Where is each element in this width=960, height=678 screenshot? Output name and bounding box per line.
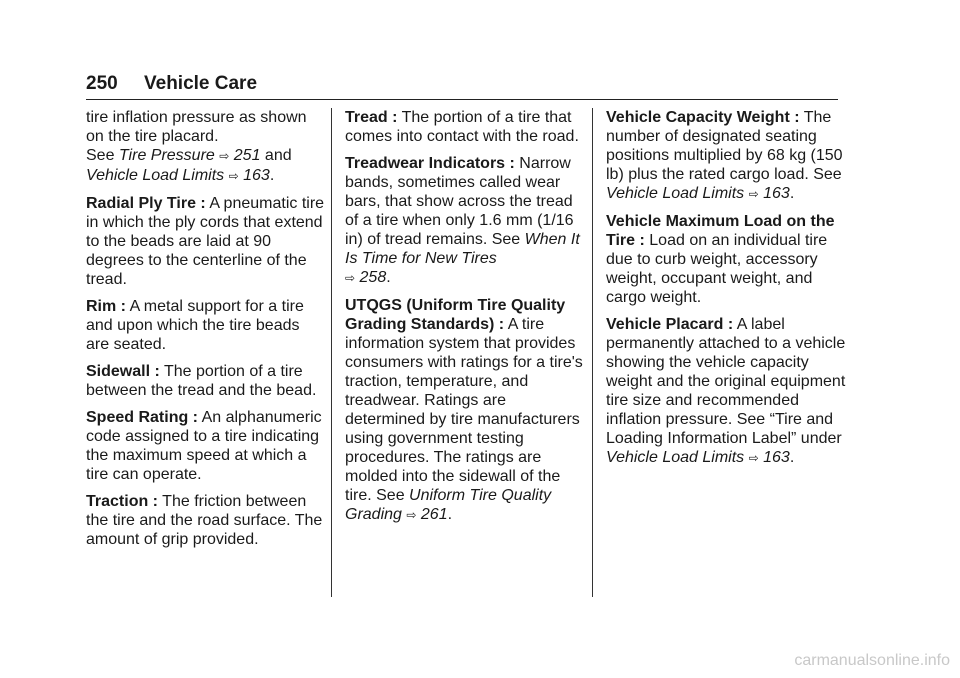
paragraph-text: .: [789, 185, 795, 202]
column-divider-2: [592, 108, 593, 597]
paragraph-text: .: [386, 269, 391, 286]
term: Vehicle Maximum Load on the Tire :: [606, 213, 835, 249]
link-tire-pressure[interactable]: Tire Pressure: [118, 147, 215, 164]
term: Radial Ply Tire :: [86, 195, 206, 212]
column-1: [86, 108, 326, 557]
definition-vehicle-placard: [606, 315, 846, 468]
page-ref-163[interactable]: 163: [763, 185, 790, 202]
definition-sidewall: [86, 362, 326, 400]
paragraph-text: .: [447, 506, 453, 523]
column-3: [606, 108, 846, 476]
paragraph-inflation: [86, 108, 326, 186]
column-2: [345, 108, 585, 533]
definition: Narrow bands, sometimes called wear bars, that show across the tread of a tire when only 1.6 mm (1/16 in) of tread remains. See: [345, 155, 574, 248]
page-ref-arrow-icon: ⇨: [219, 149, 230, 163]
column-divider-1: [331, 108, 332, 597]
page-ref-261[interactable]: 261: [420, 506, 448, 523]
page-ref-163[interactable]: 163: [243, 167, 270, 184]
definition-radial-ply-tire: [86, 194, 326, 289]
term: UTQGS (Uniform Tire Quality Grading Standards) :: [345, 297, 566, 333]
paragraph-text: .: [789, 449, 795, 466]
term: Tread :: [345, 109, 398, 126]
definition: A tire information system that provides consumers with ratings for a tire's traction, temperature, and treadwear. Ratings are determined by tire manufacturers using government testing procedures. The ratings are molded into the sidewall of the tire. See: [345, 316, 583, 504]
definition: The portion of a tire between the tread and the bead.: [86, 363, 317, 399]
term: Vehicle Placard :: [606, 316, 734, 333]
page-ref-251[interactable]: 251: [233, 147, 261, 164]
definition: A pneumatic tire in which the ply cords that extend to the beads are laid at 90 degrees to the centerline of the tread.: [86, 195, 325, 288]
term: Vehicle Capacity Weight :: [606, 109, 800, 126]
page-ref-arrow-icon: ⇨: [406, 508, 417, 522]
section-title: Vehicle Care: [144, 73, 258, 94]
definition: Load on an individual tire due to curb weight, accessory weight, occupant weight, and cargo weight.: [606, 232, 828, 306]
term: Treadwear Indicators :: [345, 155, 515, 172]
paragraph-text: .: [269, 167, 275, 184]
link-when-new-tires[interactable]: When It Is Time for New Tires: [345, 231, 580, 267]
definition-vehicle-capacity-weight: [606, 108, 846, 204]
page-ref-arrow-icon: ⇨: [345, 271, 356, 285]
definition: A label permanently attached to a vehicle showing the vehicle capacity weight and the original equipment tire size and recommended inflation pressure. See “Tire and Loading Information Label” under: [606, 316, 846, 447]
term: Rim :: [86, 298, 126, 315]
page-header: [86, 69, 838, 100]
paragraph-text: and: [260, 147, 292, 164]
definition-speed-rating: [86, 408, 326, 484]
definition-traction: [86, 492, 326, 549]
page-ref-arrow-icon: ⇨: [748, 451, 759, 465]
definition-vehicle-maximum-load: [606, 212, 846, 307]
term: Sidewall :: [86, 363, 160, 380]
definition: The portion of a tire that comes into contact with the road.: [345, 109, 579, 145]
link-vehicle-load-limits[interactable]: Vehicle Load Limits: [606, 185, 745, 202]
paragraph-text: tire inflation pressure as shown on the tire placard.: [86, 109, 307, 145]
definition: The friction between the tire and the road surface. The amount of grip provided.: [86, 493, 323, 548]
link-uniform-tire-quality-grading[interactable]: Uniform Tire Quality Grading: [345, 487, 552, 523]
definition: An alphanumeric code assigned to a tire indicating the maximum speed at which a tire can operate.: [86, 409, 322, 483]
definition-utqgs: [345, 296, 585, 525]
definition-treadwear-indicators: [345, 154, 585, 288]
watermark: carmanualsonline.info: [794, 652, 950, 669]
definition: A metal support for a tire and upon which the tire beads are seated.: [86, 298, 304, 353]
link-vehicle-load-limits[interactable]: Vehicle Load Limits: [606, 449, 745, 466]
paragraph-text: See: [86, 147, 119, 164]
term: Speed Rating :: [86, 409, 199, 426]
page-ref-163[interactable]: 163: [763, 449, 790, 466]
definition: The number of designated seating positions multiplied by 68 kg (150 lb) plus the rated cargo load. See: [606, 109, 843, 183]
page-number: 250: [86, 73, 118, 94]
page-ref-258[interactable]: 258: [359, 269, 387, 286]
term: Traction :: [86, 493, 159, 510]
definition-rim: [86, 297, 326, 354]
link-vehicle-load-limits[interactable]: Vehicle Load Limits: [86, 167, 225, 184]
page-ref-arrow-icon: ⇨: [228, 169, 239, 183]
page-ref-arrow-icon: ⇨: [748, 187, 759, 201]
definition-tread: [345, 108, 585, 146]
